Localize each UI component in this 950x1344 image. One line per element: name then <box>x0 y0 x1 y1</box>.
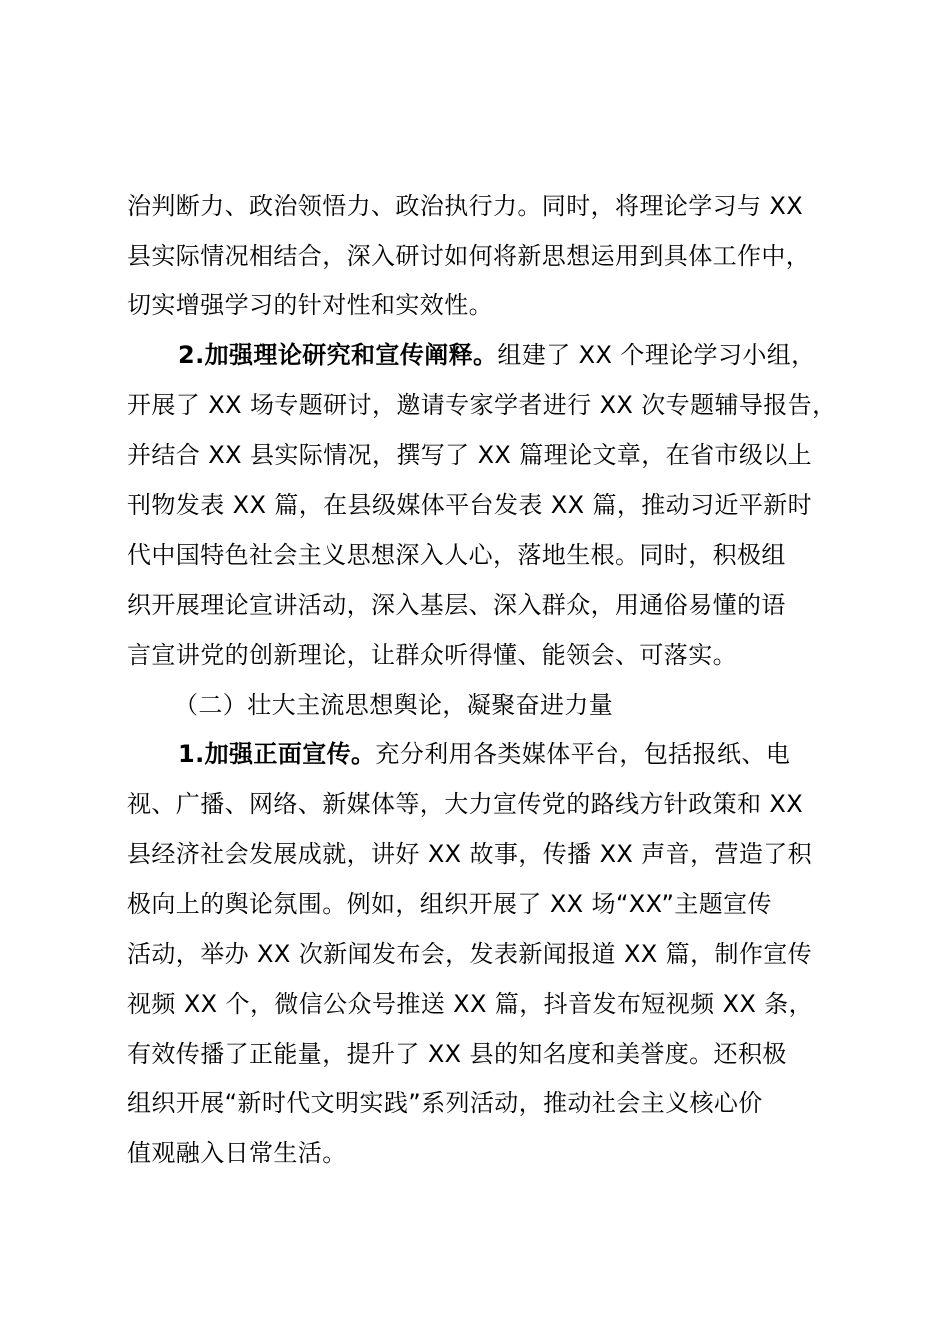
paragraph-line: 并结合 XX 县实际情况，撰写了 XX 篇理论文章，在省市级以上 <box>127 441 813 469</box>
paragraph-line: 活动，举办 XX 次新闻发布会，发表新闻报道 XX 篇，制作宣传 <box>127 940 813 968</box>
paragraph-heading: 1.加强正面宣传。 <box>178 740 376 768</box>
paragraph-line: 代中国特色社会主义思想深入人心，落地生根。同时，积极组 <box>127 541 786 569</box>
paragraph-line: 有效传播了正能量，提升了 XX 县的知名度和美誉度。还积极 <box>127 1040 787 1068</box>
paragraph-line: 县实际情况相结合，深入研讨如何将新思想运用到具体工作中， <box>127 242 811 270</box>
paragraph-line: 治判断力、政治领悟力、政治执行力。同时，将理论学习与 XX <box>127 192 804 220</box>
paragraph-first-line <box>178 729 790 779</box>
paragraph-line: 值观融入日常生活。 <box>127 1139 347 1167</box>
paragraph-line: 组织开展“新时代文明实践”系列活动，推动社会主义核心价 <box>127 1089 763 1117</box>
paragraph-heading: 2.加强理论研究和宣传阐释。 <box>178 341 498 369</box>
paragraph-line: 开展了 XX 场专题研讨，邀请专家学者进行 XX 次专题辅导报告， <box>127 391 837 419</box>
paragraph-line: 视、广播、网络、新媒体等，大力宣传党的路线方针政策和 XX <box>127 790 804 818</box>
section-heading: （二）壮大主流思想舆论，凝聚奋进力量 <box>174 691 614 719</box>
paragraph-line: 切实增强学习的针对性和实效性。 <box>127 291 493 319</box>
paragraph-line: 县经济社会发展成就，讲好 XX 故事，传播 XX 声音，营造了积 <box>127 840 813 868</box>
paragraph-line: 极向上的舆论氛围。例如，组织开展了 XX 场“XX”主题宣传 <box>127 890 772 918</box>
paragraph-line: 织开展理论宣讲活动，深入基层、深入群众，用通俗易懂的语 <box>127 591 786 619</box>
paragraph-line: 言宣讲党的创新理论，让群众听得懂、能领会、可落实。 <box>127 641 737 669</box>
paragraph-line: 刊物发表 XX 篇，在县级媒体平台发表 XX 篇，推动习近平新时 <box>127 491 813 519</box>
paragraph-text: 充分利用各类媒体平台，包括报纸、电 <box>375 740 791 768</box>
paragraph-first-line <box>178 330 816 380</box>
paragraph-text: 组建了 XX 个理论学习小组， <box>497 341 816 369</box>
paragraph-line: 视频 XX 个，微信公众号推送 XX 篇，抖音发布短视频 XX 条， <box>127 990 814 1018</box>
